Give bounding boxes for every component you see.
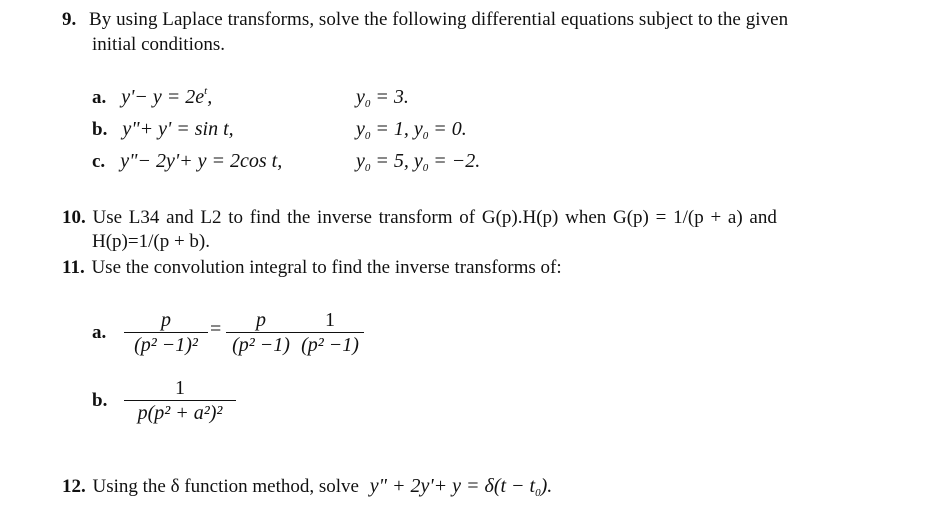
fraction-11a-3	[296, 308, 364, 357]
part-label: a.	[92, 87, 107, 108]
equation-12: y" + $2y'+ y = \delta(t - t_0)$.	[369, 475, 553, 499]
question-10-line1: Use L34 and L2 to find the inverse transform of G(p).H(p) when G(p) = 1/(p + a) and	[92, 207, 777, 228]
question-9a	[92, 86, 212, 109]
question-9	[62, 8, 890, 32]
numerator: p	[256, 309, 266, 331]
condition-9a: $y_0 = 3$.	[356, 86, 409, 110]
denominator: (p² −1)	[232, 334, 290, 356]
question-11	[62, 256, 562, 280]
question-9c	[92, 150, 282, 173]
part-label: b.	[92, 119, 108, 140]
numerator: 1	[175, 377, 185, 399]
numerator: 1	[325, 309, 335, 331]
equation-9b: y"+ y' = sin t,	[122, 118, 234, 140]
fraction-11b	[124, 376, 236, 425]
denominator: p(p² + a²)²	[137, 402, 223, 424]
question-11a-label: a.	[92, 322, 107, 343]
question-9-number: 9.	[62, 9, 77, 30]
question-10-number: 10.	[62, 207, 86, 228]
question-10-line2: H(p)=1/(p + b).	[92, 231, 210, 252]
equation-9a: $y'- y = 2e^t$,	[121, 85, 213, 108]
question-11-text: Use the convolution integral to find the inverse transforms of:	[91, 257, 562, 278]
part-label: c.	[92, 151, 106, 172]
condition-9c: $y_0 = 5$, $y_0 = -2$.	[356, 150, 481, 174]
question-9b	[92, 118, 234, 141]
fraction-11a-2	[226, 308, 296, 357]
question-11-number: 11.	[62, 257, 85, 278]
equals-sign: =	[210, 318, 222, 340]
question-12-text: Using the δ function method, solve	[92, 476, 359, 497]
numerator: p	[161, 309, 171, 331]
denominator: (p² −1)	[301, 334, 359, 356]
question-12-number: 12.	[62, 476, 86, 497]
question-12	[62, 474, 552, 499]
question-10	[62, 206, 886, 230]
question-9-line1: By using Laplace transforms, solve the following differential equations subject to the given	[89, 9, 789, 30]
fraction-11a-1	[124, 308, 208, 357]
denominator: (p² −1)²	[134, 334, 198, 356]
question-11b-label: b.	[92, 390, 108, 411]
equation-9c: y"− 2y'+ y = 2cos t,	[120, 150, 283, 172]
condition-9b: $y_0 = 1$, $y_0 = 0$.	[356, 118, 467, 142]
question-9-line2: initial conditions.	[92, 34, 225, 55]
